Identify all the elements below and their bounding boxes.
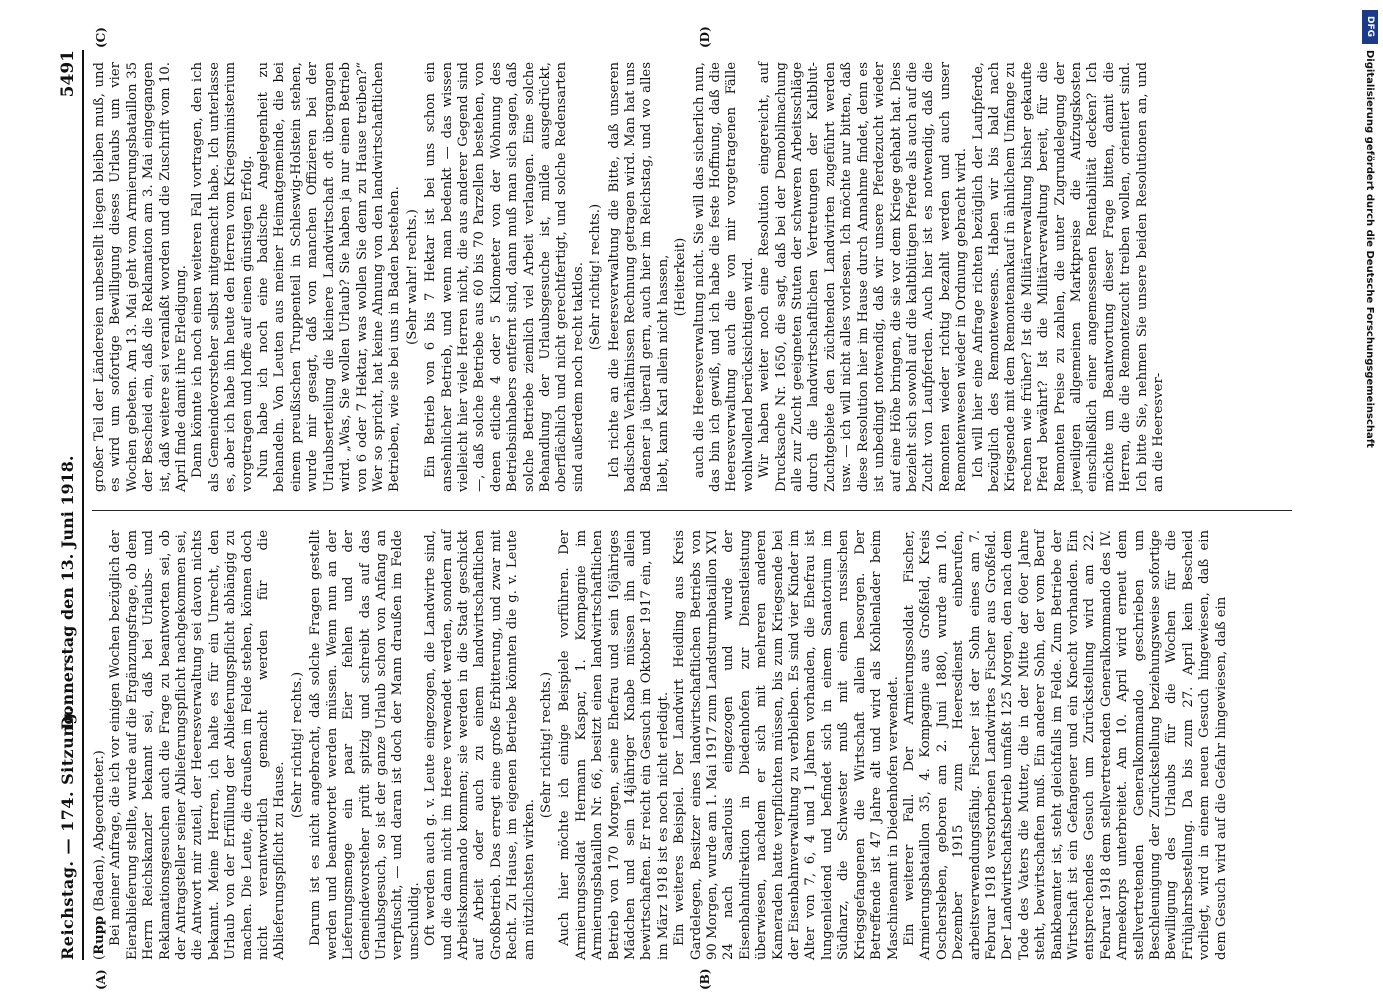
funding-notice: Digitalisierung gefördert durch die Deutsche Forschungsgemeinschaft bbox=[1364, 50, 1375, 448]
paragraph: großer Teil der Ländereien unbestellt liegen bleiben muß, und es wird um sofortige Bewilligung dieses Urlaubs um vier Wochen gebeten. Am 13. Mai geht vom Armierungsbataillon 35 der Bescheid ein, daß die Reklamation am 3. Mai eingegangen ist, daß weitere sei veranlaßt worden und die Zuschrift vom 10. April finde damit ihre Erledigung. bbox=[92, 62, 190, 492]
speaker-line: (Rupp (Baden), Abgeordneter.) bbox=[92, 750, 107, 960]
paragraph: Bei meiner Anfrage, die ich vor einigen Wochen bezüglich der Eierablieferung stellte, wurde auf die Ergänzungsfrage, ob dem Herrn Reichskanzler bekannt sei, daß bei Urlaubs- und Reklamationsgesuchen auch die Frage zu beantworten sei, ob der Antragsteller seiner Ablieferungspflicht nachgekommen sei, die Antwort mir zuteil, der Heeresverwaltung sei davon nichts bekannt. Meine Herren, ich halte es für ein Unrecht, den Urlaub von der Erfüllung der Ablieferungspflicht abhängig zu machen. Die Leute, die draußen im Felde stehen, können doch nicht verantwortlich gemacht werden für die Ablieferungspflicht zu Hause. bbox=[108, 530, 288, 960]
margin-marker-b: (B) bbox=[698, 968, 712, 990]
column-divider bbox=[92, 510, 1292, 511]
paragraph: Ein weiteres Beispiel. Der Landwirt Heidling aus Kreis Gardelegen, Besitzer eines landwirtschaftlichen Betriebs von 90 Morgen, wurde am 1. Mai 1917 zum Landsturmbataillon XVI 24 nach Saarlouis eingezogen und wurde der Eisenbahndirektion in Diedenhofen zur Dienstleistung überwiesen, nachdem er sich mit mehreren anderen Kameraden hatte verpflichten müssen, bis zum Kriegsende bei der Eisenbahnverwaltung zu verbleiben. Es sind vier Kinder im Alter von 7, 6, 4 und 1 Jahren vorhanden, die Ehefrau ist lungenleidend und befindet sich in einem Sanatorium im Südharz, die Schwester muß mit einem russischen Kriegsgefangenen die Wirtschaft allein besorgen. Der Betreffende ist 47 Jahre alt und wird als Kohlenlader beim Maschinenamt in Diedenhofen verwendet. bbox=[672, 530, 901, 960]
header-date: Donnerstag den 13. Juni 1918. bbox=[58, 455, 77, 730]
paragraph: Ein Betrieb von 6 bis 7 Hektar ist bei uns schon ein ansehnlicher Betrieb, und wenn man bedenkt — das wissen vielleicht hier viele Herren nicht, die aus anderer Gegend sind —, daß solche Betriebe aus 60 bis 70 Parzellen bestehen, von denen etliche 4 oder 5 Kilometer von der Wohnung des Betriebsinhabers entfernt sind, dann muß man sich sagen, daß solche Betriebe ziemlich viel Arbeit verlangen. Eine solche Behandlung der Urlaubsgesuche ist, milde ausgedrückt, oberflächlich und nicht gerechtfertigt, und solche Redensarten sind außerdem noch recht taktlos. bbox=[423, 62, 586, 492]
dfg-logo: DFG bbox=[1362, 10, 1378, 44]
paragraph: auch die Heeresverwaltung nicht. Sie will das sicherlich nun, das bin ich gewiß, und ich habe die feste Hoffnung, daß die Heeresverwaltung auch die von mir vorgetragenen Fälle wohlwollend berücksichtigen wird. bbox=[691, 62, 756, 492]
interjection: (Sehr richtig! rechts.) bbox=[538, 671, 554, 819]
interjection: (Sehr richtig! rechts.) bbox=[289, 671, 305, 819]
interjection: (Sehr richtig! rechts.) bbox=[588, 203, 604, 351]
margin-marker-c: (C) bbox=[94, 27, 108, 48]
paragraph: Auch hier möchte ich einige Beispiele vorführen. Der Armierungssoldat Hermann Kaspar, 1. Kompagnie im Armierungsbataillon Nr. 66, besitzt einen landwirtschaftlichen Betrieb von 170 Morgen, seine Ehefrau und sein 16jähriges Mädchen und sein 14jähriger Knabe müssen ihn allein bewirtschaften. Er reicht ein Gesuch im Oktober 1917 ein, und im März 1918 ist es noch nicht erledigt. bbox=[557, 530, 671, 960]
margin-marker-d: (D) bbox=[698, 26, 712, 48]
interjection: (Sehr wahr! rechts.) bbox=[404, 209, 420, 345]
speaker-note: (Baden), Abgeordneter.) bbox=[92, 750, 107, 912]
document-page bbox=[58, 26, 1298, 990]
interjection: (Heiterkeit) bbox=[673, 237, 689, 317]
right-column bbox=[92, 62, 1167, 492]
left-column bbox=[92, 530, 1230, 960]
paragraph: Nun habe ich noch eine badische Angelegenheit zu behandeln. Von Leuten aus meiner Heimatgemeinde, die bei einem preußischen Truppenteil in Schleswig-Holstein stehen, wurde mir gesagt, daß von manchen Offizieren bei der Urlaubserteilung die kleinere Landwirtschaft oft übergangen wird. „Was, Sie wollen Urlaub? Sie haben ja nur einen Betrieb von 6 oder 7 Hektar, was wollen Sie denn zu Hause treiben?“ Wer so spricht, hat keine Ahnung von den landwirtschaftlichen Betrieben, wie sie bei uns in Baden bestehen. bbox=[256, 62, 403, 492]
paragraph: Wir haben weiter noch eine Resolution eingereicht, auf Drucksache Nr. 1650, die sagt, daß bei der Demobilmachung alle zur Zucht geeigneten Stuten der schweren Arbeitsschläge durch die landwirtschaftlichen Vertretungen der Kaltblut-Zuchtgebiete den züchtenden Landwirten zugeführt werden usw. — ich will nicht alles vorlesen. Ich möchte nur bitten, daß diese Resolution hier im Hause durch Annahme findet, denn es ist unbedingt notwendig, daß wir unsere Pferdezucht wieder auf eine Höhe bringen, die sie vor dem Kriege gehabt hat. Dies bezieht sich sowohl auf die kaltblütigen Pferde als auch auf die Zucht von Laufpferden. Auch hier ist es notwendig, daß die Remonten wieder richtig bezahlt werden und auch unser Remontenwesen wieder in Ordnung gebracht wird. bbox=[757, 62, 970, 492]
paragraph: Ich will hier eine Anfrage richten bezüglich der Laufpferde, bezüglich des Remontewesens. Haben wir bis bald nach Kriegsende mit dem Remontenankauf in ähnlichem Umfange zu rechnen wie früher? Ist die Militärverwaltung bisher gekaufte Pferd bewährt? Ist die Militärverwaltung bereit, für die Remonten Preise zu zahlen, die unter Zugrundelegung der jeweiligen allgemeinen Marktpreise die Aufzugskosten einschließlich einer angemessenen Rentabilität decken? Ich möchte um Beantwortung dieser Frage bitten, damit die Herren, die die Remontezucht treiben wollen, orientiert sind. Ich bitte Sie, nehmen Sie unsere beiden Resolutionen an, und an die Heeresver- bbox=[970, 62, 1166, 492]
header-rule bbox=[82, 50, 84, 960]
paragraph: Ein weiterer Fall. Der Armierungssoldat Fischer, Armierungsbataillon 35, 4. Kompagnie aus Großfeld, Kreis Oschersleben, geboren am 2. Juni 1880, wurde am 10. Dezember 1915 zum Heeresdienst einberufen, arbeitsverwendungsfähig. Fischer ist der Sohn eines am 7. Februar 1918 verstorbenen Landwirtes Fischer aus Großfeld. Der Landwirtschaftsbetrieb umfaßt 125 Morgen, den nach dem Tode des Vaters die Mutter, die in der Mitte der 60er Jahre steht, bewirtschaften muß. Ein anderer Sohn, der vom Beruf Bankbeamter ist, steht gleichfalls im Felde. Zum Betriebe der Wirtschaft ist ein Gefangener und ein Knecht vorhanden. Ein entsprechendes Gesuch um Zurückstellung wird am 22. Februar 1918 dem stellvertretenden Generalkommando des IV. Armeekorps unterbreitet. Am 10. April wird erneut dem stellvertretenden Generalkommando geschrieben um Beschleunigung der Zurückstellung beziehungsweise sofortige Bewilligung des Urlaubs für die Wochen für die Frühjahrsbestellung. Da bis zum 27. April kein Bescheid vorliegt, wird in einem neuen Gesuch hingewiesen, daß ein dem Gesuch wird auf die Gefahr hingewiesen, daß ein bbox=[901, 530, 1229, 960]
paragraph: Oft werden auch g. v. Leute eingezogen, die Landwirte sind, und die dann nicht im Heere verwendet werden, sondern auf Arbeitskommando kommen; sie werden in die Stadt geschickt auf Arbeit oder auch zu einem landwirtschaftlichen Großbetrieb. Das erregt eine große Erbitterung, und zwar mit Recht. Zu Hause, im eigenen Betriebe könnten die g. v. Leute am nützlichsten wirken. bbox=[423, 530, 537, 960]
page-number: 5491 bbox=[58, 50, 78, 98]
paragraph: Dann könnte ich noch einen weiteren Fall vortragen, den ich als Gemeindevorsteher selbst mitgemacht habe. Ich unterlasse es, aber ich habe ihn heute den Herren vom Kriegsministerium vorgetragen und hoffe auf einen günstigen Erfolg. bbox=[190, 62, 255, 492]
header-session: Reichstag. — 174. Sitzung. bbox=[58, 706, 77, 960]
paragraph: Darum ist es nicht angebracht, daß solche Fragen gestellt werden und beantwortet werden müssen. Wenn nun an der Lieferungsmenge ein paar Eier fehlen und der Gemeindevorsteher prüft spitzig und schreibt das auf das Urlaubsgesuch, so ist der ganze Urlaub schon von Anfang an verpfuscht, — und daran ist doch der Mann draußen im Felde unschuldig. bbox=[308, 530, 422, 960]
margin-marker-a: (A) bbox=[94, 969, 108, 990]
paragraph: Ich richte an die Heeresverwaltung die Bitte, daß unseren badischen Verhältnissen Rechnung getragen wird. Man hat uns Badener ja überall gern, auch hier im Reichstag, und wo alles liebt, kann Karl allein nicht hassen, bbox=[606, 62, 671, 492]
speaker-name: Rupp bbox=[92, 915, 107, 955]
